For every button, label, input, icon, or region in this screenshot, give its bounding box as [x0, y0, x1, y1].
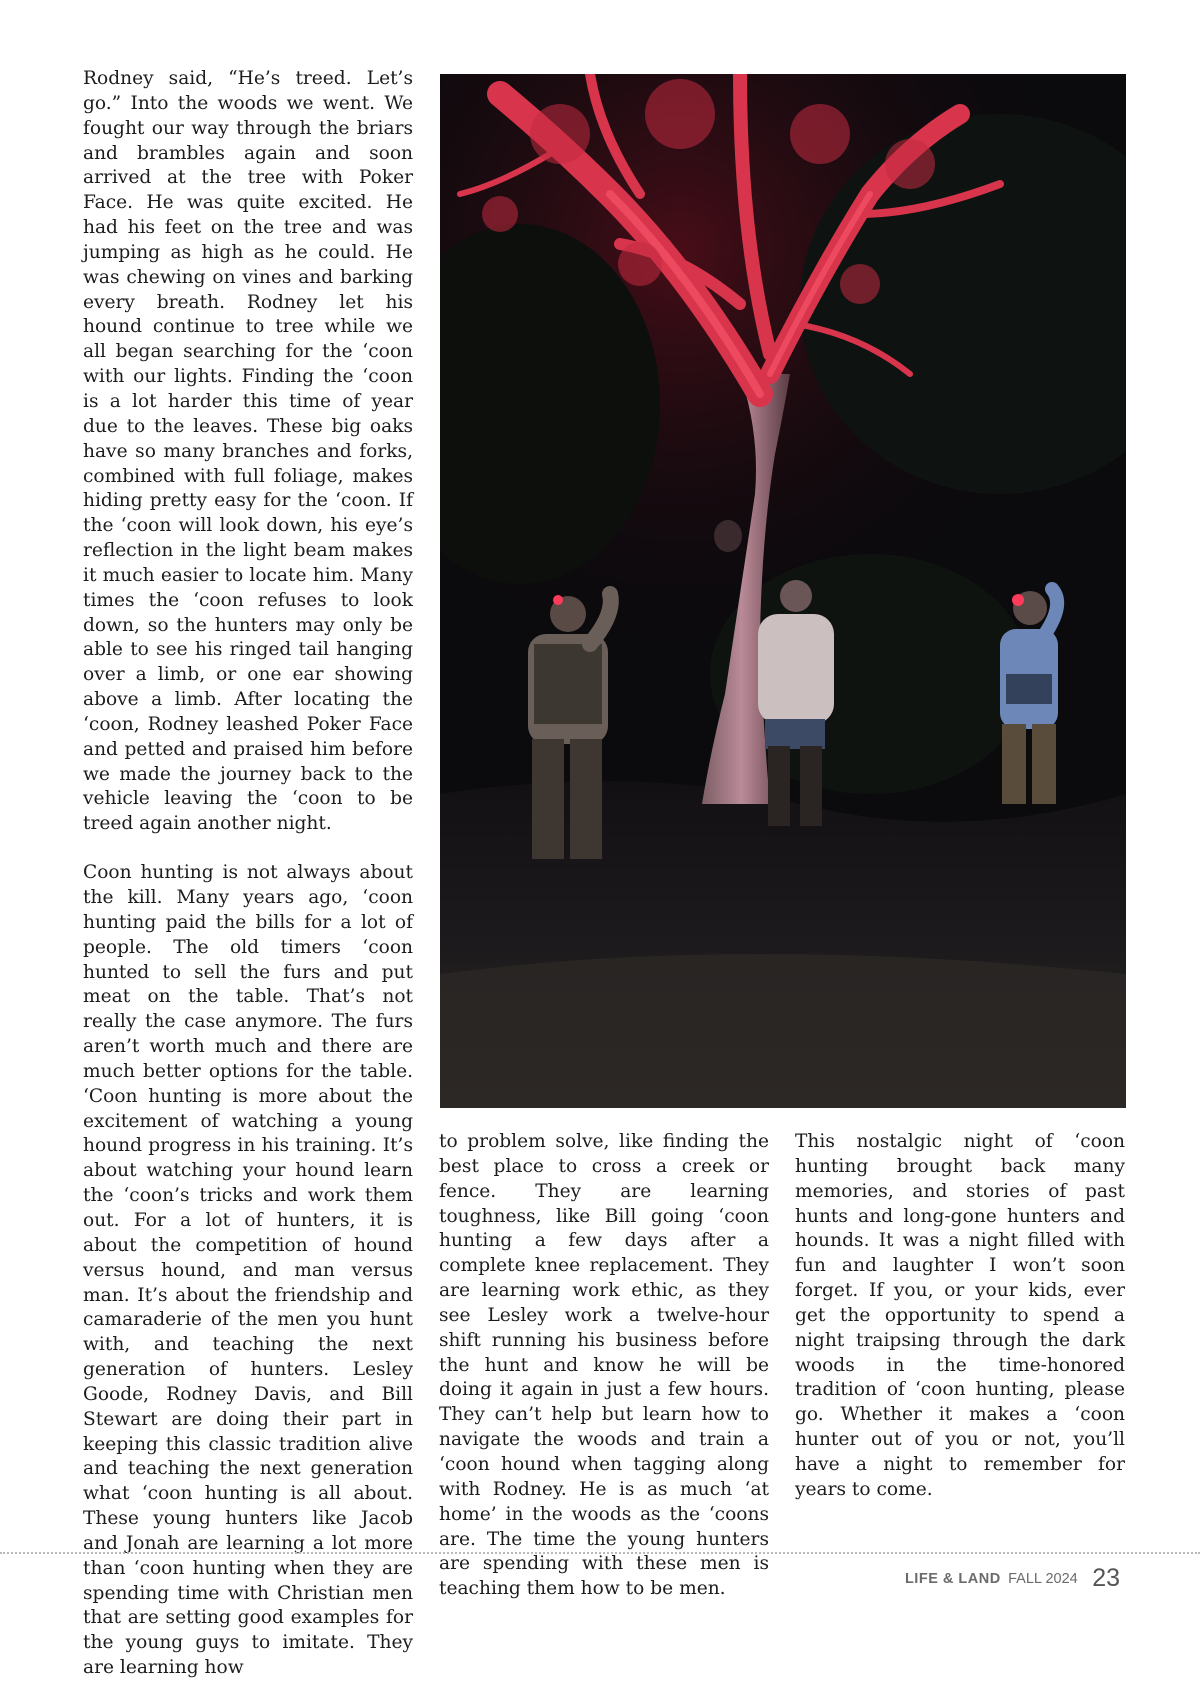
- night-hunt-photo: [440, 74, 1126, 1108]
- page-footer: [905, 1564, 1120, 1604]
- footer-divider: [0, 1552, 1200, 1554]
- article-column-2: [439, 1130, 769, 1602]
- page-number: 23: [1092, 1564, 1120, 1592]
- article-paragraph: Rodney said, “He’s treed. Let’s go.” Into the woods we went. We fought our way through the briars and brambles again and soon arrived at the tree with Poker Face. He was quite excited. He had his feet on the tree and was jumping as high as he could. He was chewing on vines and barking every breath. Rodney let his hound continue to tree while we all began searching for the ‘coon with our lights. Finding the ‘coon is a lot harder this time of year due to the leaves. These big oaks have so many branches and forks, combined with full foliage, makes hiding pretty easy for the ‘coon. If the ‘coon will look down, his eye’s reflection in the light beam makes it much easier to locate him. Many times the ‘coon refuses to look down, so the hunters may only be able to see his ringed tail hanging over a limb, or one ear showing above a limb. After locating the ‘coon, Rodney leashed Poker Face and petted and praised him before we made the journey back to the vehicle leaving the ‘coon to be treed again another night.: [83, 68, 413, 835]
- publication-name: LIFE & LAND: [904, 1571, 1001, 1587]
- article-column-3: [795, 1130, 1125, 1503]
- issue-season: FALL 2024: [1008, 1571, 1078, 1587]
- article-column-1: [83, 67, 413, 1681]
- article-paragraph: to problem solve, like finding the best place to cross a creek or fence. They are learning toughness, like Bill going ‘coon hunting a few days after a complete knee replacement. They are learning work ethic, as they see Lesley work a twelve-hour shift running his business before the hunt and know he will be doing it again in just a few hours. They can’t help but learn how to navigate the woods and train a ‘coon hound when tagging along with Rodney. He is as much ‘at home’ in the woods as the ‘coons are. The time the young hunters are spending with these men is teaching them how to be men.: [439, 1131, 769, 1600]
- article-paragraph: This nostalgic night of ‘coon hunting brought back many memories, and stories of past hunts and long-gone hunters and hounds. It was a night filled with fun and laughter I won’t soon forget. If you, or your kids, ever get the opportunity to spend a night traipsing through the dark woods in the time-honored tradition of ‘coon hunting, please go. Whether it makes a ‘coon hunter out of you or not, you’ll have a night to remember for years to come.: [795, 1131, 1125, 1500]
- article-paragraph: Coon hunting is not always about the kill. Many years ago, ‘coon hunting paid the bills for a lot of people. The old timers ‘coon hunted to sell the furs and put meat on the table. That’s not really the case anymore. The furs aren’t worth much and there are much better options for the table. ‘Coon hunting is more about the excitement of watching a young hound progress in his training. It’s about watching your hound learn the ‘coon’s tricks and work them out. For a lot of hunters, it is about the competition of hound versus hound, and man versus man. It’s about the friendship and camaraderie of the men you hunt with, and teaching the next generation of hunters. Lesley Goode, Rodney Davis, and Bill Stewart are doing their part in keeping this classic tradition alive and teaching the next generation what ‘coon hunting is all about. These young hunters like Jacob and Jonah are learning a lot more than ‘coon hunting when they are spending time with Christian men that are setting good examples for the young guys to imitate. They are learning how: [83, 862, 413, 1679]
